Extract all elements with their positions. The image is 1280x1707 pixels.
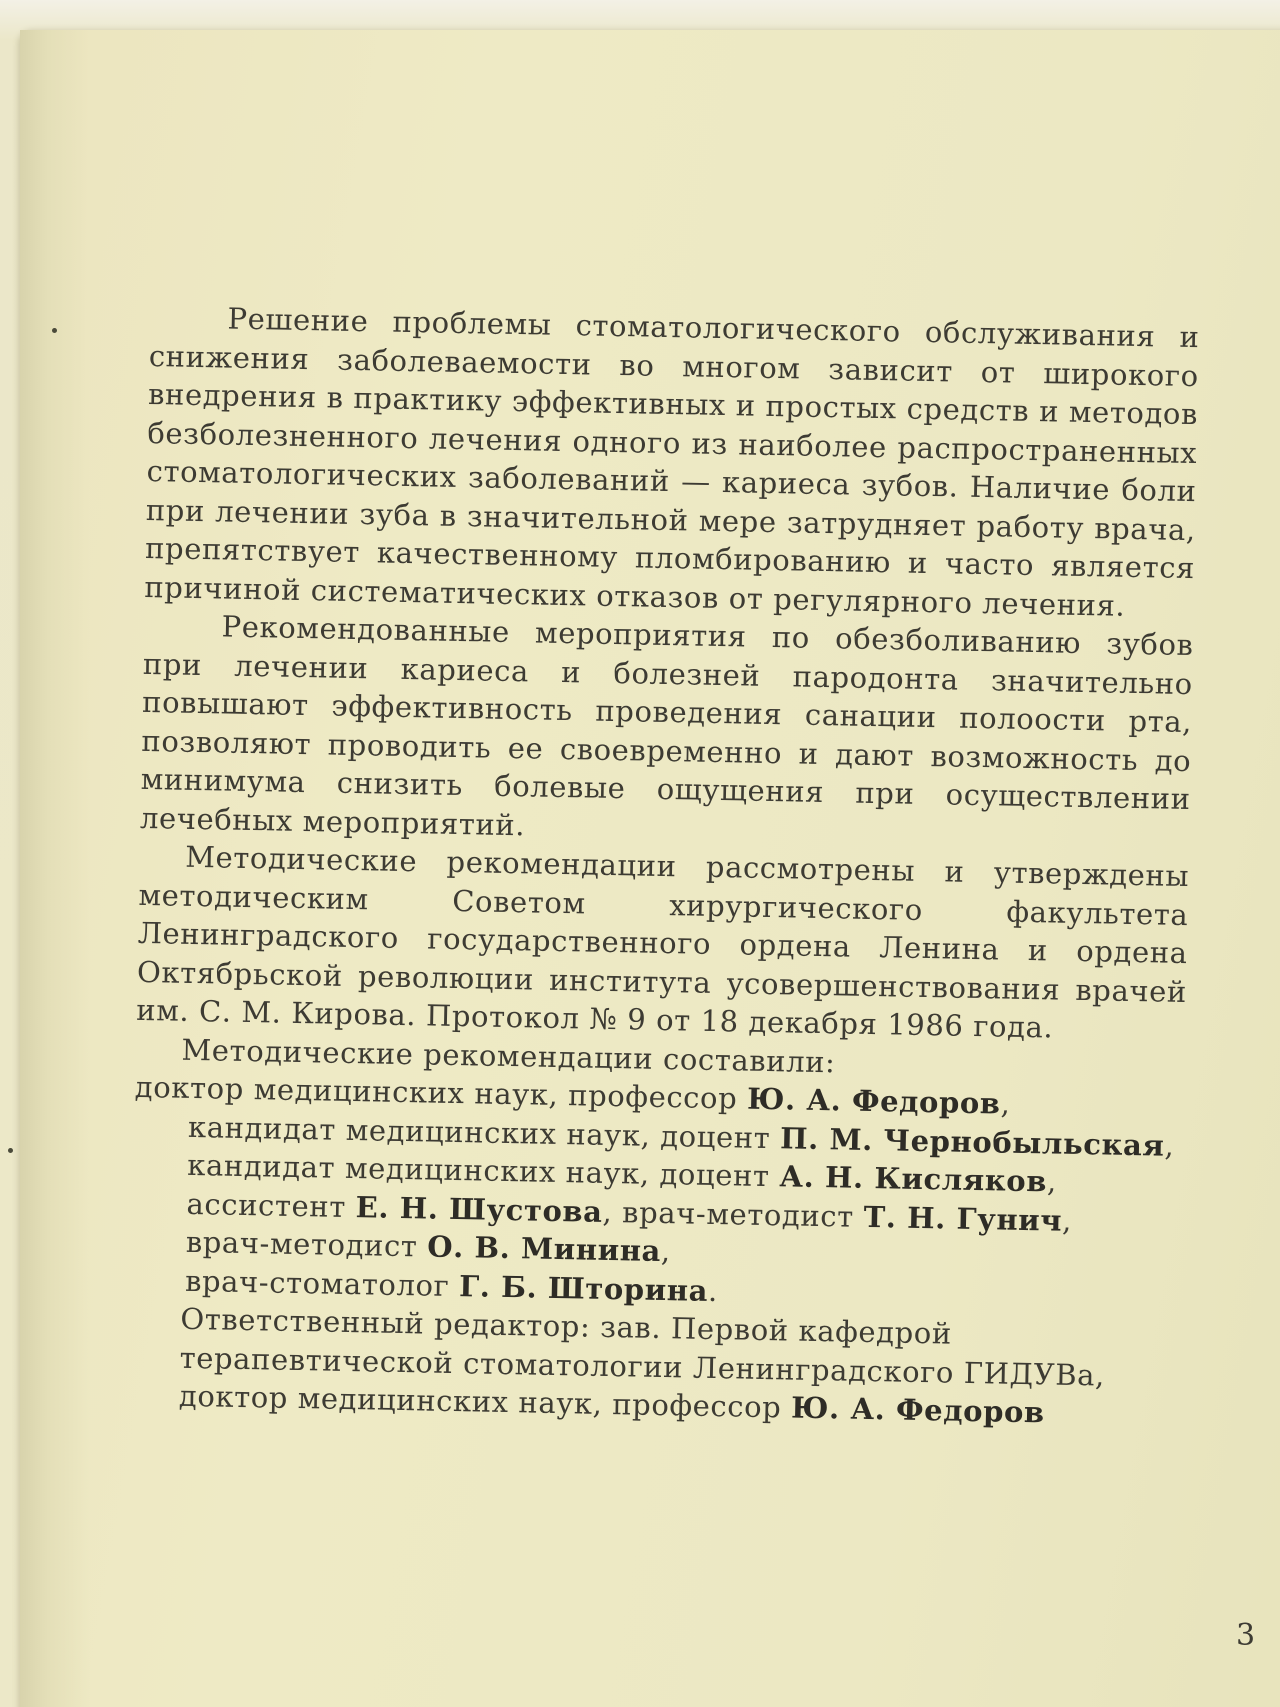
authors-heading: Методические рекомендации составили: (181, 1032, 836, 1079)
page-text (129, 298, 1200, 1434)
margin-mark (8, 1148, 13, 1153)
page-spine-shadow (20, 30, 90, 1707)
author-name: О. В. Минина (426, 1229, 662, 1268)
page-number: 3 (1236, 1618, 1256, 1653)
paragraph-approval: Методические рекомендации рассмотрены и утверждены методическим Советом хирургического факультета Ленинградского государственного ордена Ленина и ордена Октябрьской революции института усовершенствования врачей им. С. М. Кирова. Протокол № 9 от 18 декабря 1986 года. (136, 839, 1190, 1045)
margin-mark (52, 328, 57, 333)
author-name: Т. Н. Гунич (863, 1199, 1063, 1238)
author-line: ассистент Е. Н. Шустова, врач-методист Т. Н. Гунич, (186, 1186, 1073, 1238)
author-line: доктор медицинских наук, профессор Ю. А. Федоров, (134, 1069, 1011, 1121)
author-line: врач-стоматолог Г. Б. Шторина. (184, 1263, 719, 1308)
author-name: Г. Б. Шторина (458, 1268, 709, 1308)
author-line: кандидат медицинских наук, доцент П. М. Чернобыльская, (187, 1109, 1175, 1163)
paragraph-recommendations: Рекомендованные мероприятия по обезболиванию зубов при лечении кариеса и болезней пародонта значительно повышают эффективность проведения санации полоости рта, позволяют проводить ее своевременно и дают возможность до минимума снизить болевые ощущения при осуществлении лечебных мероприятий. (139, 609, 1194, 842)
author-line: кандидат медицинских наук, доцент А. Н. Кисляков, (187, 1147, 1058, 1199)
paragraph-intro: Решение проблемы стоматологического обслуживания и снижения заболеваемости во многом зависит от широкого внедрения в практику эффективных и простых средств и методов безболезненного лечения одного из наиболее распространенных стоматологических заболеваний — кариеса зубов. Наличие боли при лечении зуба в значительной мере затрудняет работу врача, препятствует качественному пломбированию и часто является причиной систематических отказов от регулярного лечения. (144, 301, 1200, 623)
editor-line: Ответственный редактор: зав. Первой кафедрой (180, 1301, 953, 1351)
editor-line: терапевтической стоматологии Ленинградского ГИДУВа, (179, 1340, 1106, 1393)
editor-name: Ю. А. Федоров (790, 1390, 1046, 1430)
author-name: А. Н. Кисляков (779, 1159, 1048, 1199)
author-line: врач-методист О. В. Минина, (185, 1224, 672, 1269)
editor-line: доктор медицинских наук, профессор Ю. А. Федоров (178, 1378, 1046, 1430)
author-name: П. М. Чернобыльская (779, 1120, 1165, 1163)
author-name: Е. Н. Шустова (355, 1189, 603, 1229)
author-name: Ю. А. Федоров (746, 1081, 1001, 1121)
